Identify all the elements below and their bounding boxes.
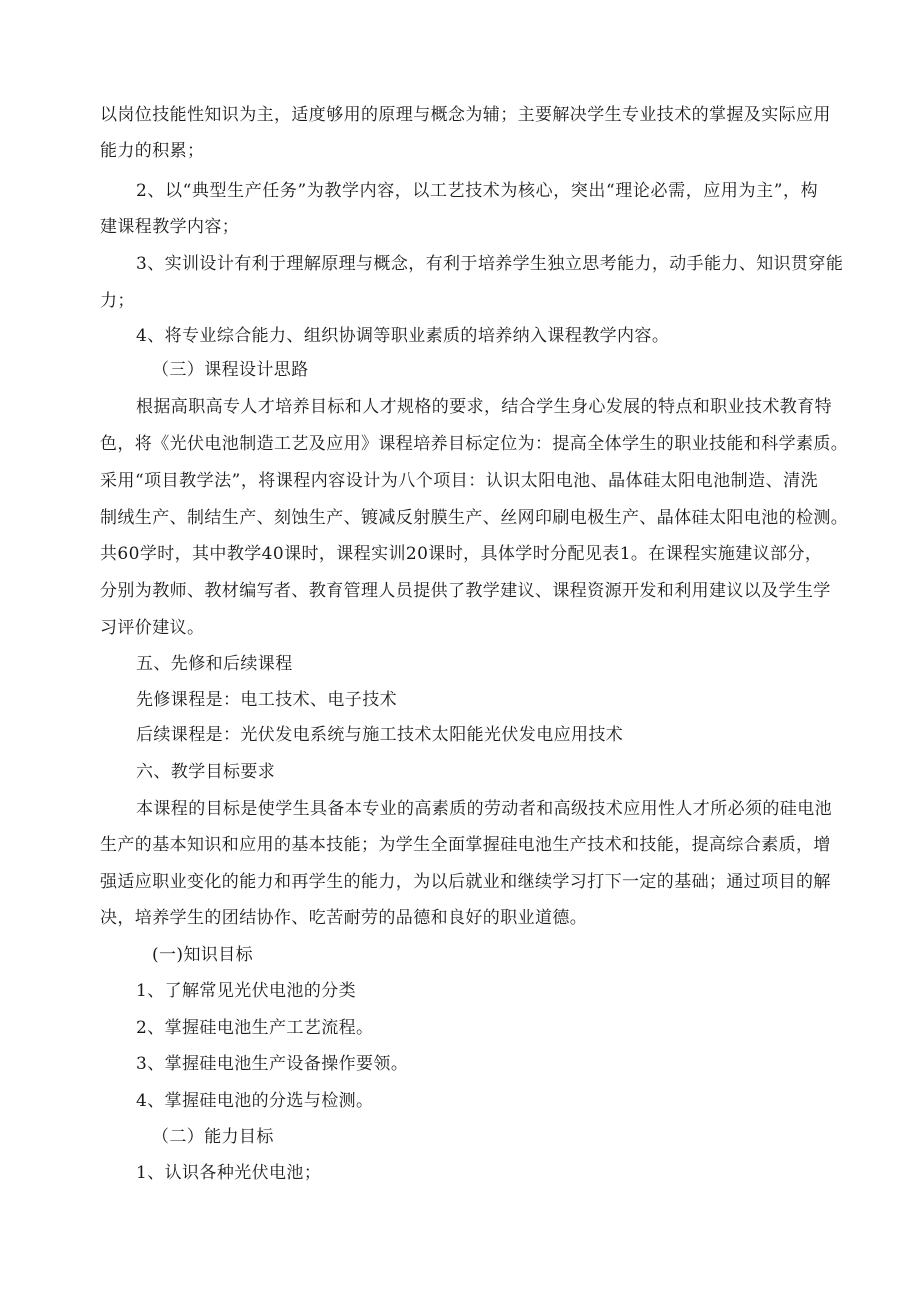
section-heading: (一)知识目标 [152,945,254,965]
paragraph-line: 采用“项目教学法”，将课程内容设计为八个项目：认识太阳电池、晶体硅太阳电池制造、清洗 [100,471,818,491]
paragraph-line: 先修课程是：电工技术、电子技术 [136,690,397,710]
paragraph-line: 分别为教师、教材编写者、教育管理人员提供了教学建议、课程资源开发和利用建议以及学生学 [100,581,831,601]
paragraph-line: 色，将《光伏电池制造工艺及应用》课程培养目标定位为：提高全体学生的职业技能和科学素质。 [100,434,849,454]
paragraph-line: 生产的基本知识和应用的基本技能；为学生全面掌握硅电池生产技术和技能，提高综合素质，增 [100,835,831,855]
paragraph-line: 习评价建议。 [100,618,205,638]
section-heading: （二）能力目标 [152,1127,274,1147]
section-heading: （三）课程设计思路 [152,360,309,380]
paragraph-line: 建课程教学内容； [100,217,240,237]
paragraph-line: 力； [100,291,135,311]
list-item: 1、认识各种光伏电池； [136,1163,322,1183]
paragraph-line: 后续课程是：光伏发电系统与施工技术太阳能光伏发电应用技术 [136,725,624,745]
paragraph-line: 决，培养学生的团结协作、吃苦耐劳的品德和良好的职业道德。 [100,908,588,928]
list-item: 3、实训设计有利于理解原理与概念，有利于培养学生独立思考能力，动手能力、知识贯穿能 [136,254,844,274]
list-item: 3、掌握硅电池生产设备操作要领。 [136,1054,409,1074]
list-item: 2、以“典型生产任务”为教学内容，以工艺技术为核心，突出“理论必需，应用为主”，构 [136,181,818,201]
section-heading: 五、先修和后续课程 [136,654,293,674]
paragraph-line: 能力的积累； [100,141,205,161]
list-item: 4、掌握硅电池的分选与检测。 [136,1091,374,1111]
paragraph-line: 共60学时，其中教学40课时，课程实训20课时，具体学时分配见表1。在课程实施建议部分， [100,544,823,564]
paragraph-line: 以岗位技能性知识为主，适度够用的原理与概念为辅；主要解决学生专业技术的掌握及实际应用 [100,105,831,125]
paragraph-line: 强适应职业变化的能力和再学生的能力，为以后就业和继续学习打下一定的基础；通过项目的解 [100,872,831,892]
paragraph-line: 制绒生产、制结生产、刻蚀生产、镀减反射膜生产、丝网印刷电极生产、晶体硅太阳电池的检测。 [100,508,849,528]
list-item: 1、了解常见光伏电池的分类 [136,981,357,1001]
paragraph-line: 根据高职高专人才培养目标和人才规格的要求，结合学生身心发展的特点和职业技术教育特 [136,397,832,417]
list-item: 4、将专业综合能力、组织协调等职业素质的培养纳入课程教学内容。 [136,326,670,346]
list-item: 2、掌握硅电池生产工艺流程。 [136,1018,374,1038]
section-heading: 六、教学目标要求 [136,762,276,782]
paragraph-line: 本课程的目标是使学生具备本专业的高素质的劳动者和高级技术应用性人才所必须的硅电池 [136,799,832,819]
